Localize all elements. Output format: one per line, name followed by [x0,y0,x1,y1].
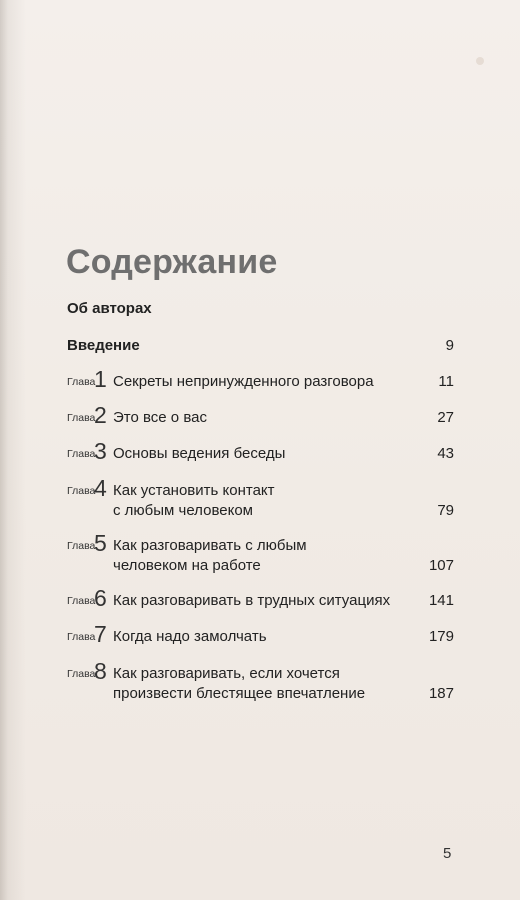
chapter-page: 187 [428,685,454,702]
chapter-number: 2 [94,402,107,428]
chapter-page: 27 [437,409,454,426]
chapter-title-line: Это все о вас [113,409,207,426]
chapter-title-line: с любым человеком [113,502,253,519]
chapter-page: 179 [428,628,454,645]
chapter-number: 5 [94,530,107,556]
chapter-title [113,664,365,704]
chapter-title-line: Когда надо замолчать [113,628,267,645]
chapter-title-line: Основы ведения беседы [113,445,286,462]
chapter-label: Глава [67,448,96,460]
chapter-title [113,536,307,576]
chapter-title [113,444,285,464]
chapter-title-line: произвести блестящее впечатление [113,685,366,702]
chapter-number: 3 [94,438,107,464]
chapter-label: Глава [67,376,96,388]
chapter-title-line: Как разговаривать в трудных ситуациях [113,592,391,609]
chapter-number: 4 [94,475,107,501]
toc-intro-page: 9 [445,337,454,354]
paper-speck [476,57,484,65]
chapter-page: 43 [437,445,454,462]
chapter-label: Глава [67,412,96,424]
chapter-page: 79 [437,502,454,519]
chapter-label: Глава [67,540,96,552]
chapter-title-line: Как разговаривать, если хочется [113,665,340,682]
chapter-number: 6 [94,585,107,611]
chapter-label: Глава [67,485,96,497]
toc-title: Содержание [66,243,278,281]
chapter-title [113,591,390,611]
chapter-title [113,372,374,392]
chapter-title-line: Как разговаривать с любым [113,537,307,554]
chapter-label: Глава [67,631,96,643]
chapter-label: Глава [67,668,96,680]
chapter-number: 8 [94,658,107,684]
page-number: 5 [443,845,452,862]
toc-intro-entry [67,337,454,354]
chapter-title [113,627,267,647]
chapter-title [113,481,275,521]
chapter-page: 107 [428,557,454,574]
chapter-number: 1 [94,366,107,392]
chapter-title-line: Как установить контакт [113,482,275,499]
chapter-title-line: человеком на работе [113,557,261,574]
chapter-title [113,408,207,428]
chapter-label: Глава [67,595,96,607]
toc-intro-label: Введение [67,337,140,354]
chapter-number: 7 [94,621,107,647]
chapter-page: 141 [428,592,454,609]
chapter-page: 11 [438,373,454,390]
toc-about-authors: Об авторах [67,300,152,317]
chapter-title-line: Секреты непринужденного разговора [113,373,374,390]
